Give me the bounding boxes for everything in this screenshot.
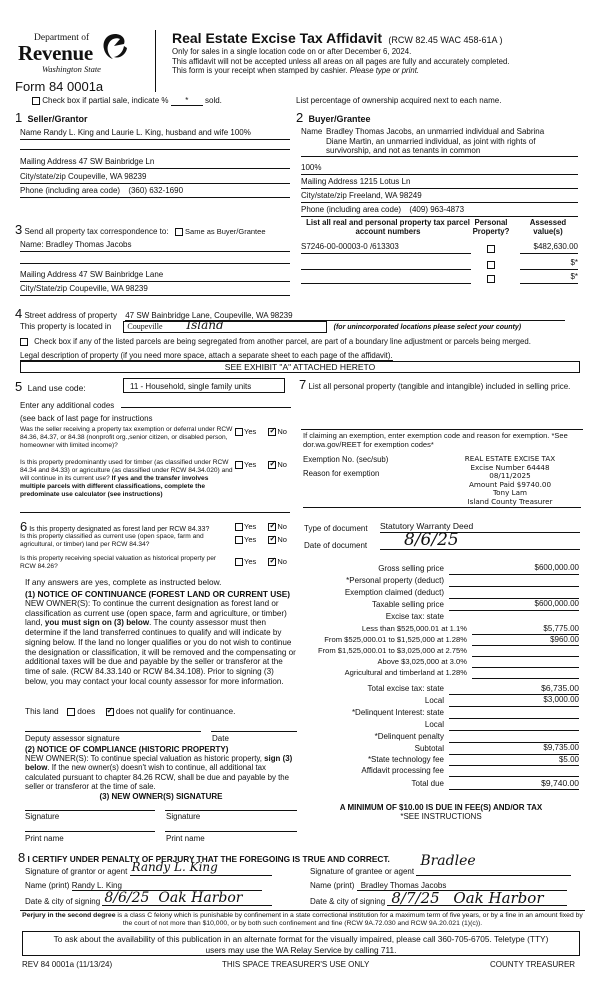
exemption-question-yes-no: Yes ✓ No xyxy=(235,427,287,436)
exemption-no-checkbox[interactable] xyxy=(268,428,276,436)
perjury-notice: Perjury in the second degree is a class C felony which is punishable by confinement in a state correctional institution for a maximum term of five years, or by a fine in an amount fixed by the court of not more than $10,000, or by both such confinement and fine (RCW 9A.72.030 and RCW 9A.20.021 (1)(c)). xyxy=(20,910,585,928)
revision-label: REV 84 0001a (11/13/24) xyxy=(22,960,113,969)
print-name-label: Print name xyxy=(25,834,64,843)
segregated-checkbox[interactable] xyxy=(20,338,28,346)
correspondence-line2[interactable] xyxy=(20,258,290,264)
seller-phone-field[interactable]: Phone (including area code) (360) 632-1690 xyxy=(20,186,290,198)
seller-name-field[interactable]: Name Randy L. King and Laurie L. King, husband and wife 100% xyxy=(20,128,290,140)
reason-field[interactable] xyxy=(303,506,581,508)
tax-row: From $1,525,000.01 to $3,025,000 at 2.75% xyxy=(297,646,582,657)
buyer-mailing-field[interactable]: Mailing Address 1215 Lotus Ln xyxy=(301,177,578,189)
tax-row: Subtotal $9,735.00 xyxy=(414,743,579,753)
grantor-date-row: Date & city of signing 8/6/25 Oak Harbor xyxy=(25,895,285,906)
grantee-signature-row: Signature of grantee or agent Bradlee xyxy=(310,866,585,876)
legal-description-field[interactable]: SEE EXHIBIT "A" ATTACHED HERETO xyxy=(20,361,580,373)
parcel-row xyxy=(301,258,581,272)
header-notes: Only for sales in a single location code on or after December 6, 2024. This affidavit will not be accepted unless all areas on all pages are fully and accurately completed. This form is your receipt when stamped by cashier. Please type or print. xyxy=(172,47,510,75)
dor-swoosh-logo-icon xyxy=(100,32,130,62)
agricultural-tax-field[interactable] xyxy=(472,668,579,679)
treasurer-stamp: REAL ESTATE EXCISE TAX Excise Number 64448 08/11/2025 Amount Paid $9740.00 Tony Lam Island County Treasurer xyxy=(464,454,556,506)
same-as-buyer-checkbox[interactable] xyxy=(175,228,183,236)
new-owner-signature-title: (3) NEW OWNER(S) SIGNATURE xyxy=(99,792,223,801)
current-use-no-checkbox[interactable] xyxy=(268,536,276,544)
document-type-label: Type of document xyxy=(304,524,368,533)
dor-logo xyxy=(18,32,133,76)
tax-row: Excise tax: state xyxy=(385,612,444,621)
tax-row: Agricultural and timberland at 1.28% xyxy=(297,668,582,679)
correspondence-heading: 3 Send all property tax correspondence to: Same as Buyer/Grantee xyxy=(15,222,266,237)
tax-row: *State technology fee $5.00 xyxy=(367,755,579,764)
logo-sub-text: Washington State xyxy=(42,64,101,74)
accessibility-notice: To ask about the availability of this publication in an alternate format for the visually impaired, please call 360-705-6705. Teletype (TTY) users may use the WA Relay Service by calling 711. xyxy=(22,931,580,956)
document-date-label: Date of document xyxy=(304,541,368,550)
legal-description-label: Legal description of property (if you need more space, attach a separate sheet to each page of the affidavit). xyxy=(20,351,393,360)
grantor-signature-field[interactable]: Randy L. King xyxy=(130,866,272,876)
exemption-no-label: Exemption No. (sec/sub) xyxy=(303,455,389,464)
location-select[interactable]: Coupeville Island xyxy=(123,321,327,333)
tax-row: Taxable selling price $600,000.00 xyxy=(371,599,579,609)
page-title: Real Estate Excise Tax Affidavit (RCW 82.45 WAC 458-61A ) xyxy=(172,30,503,46)
does-not-qualify-checkbox[interactable] xyxy=(106,708,114,716)
tax-row: Total due $9,740.00 xyxy=(411,778,579,788)
form-number: Form 84 0001a xyxy=(15,79,104,94)
tax-row: From $525,000.01 to $1,525,000 at 1.28% $960.00 xyxy=(324,635,579,644)
tax-row: Affidavit processing fee xyxy=(297,766,582,777)
timber-yes-checkbox[interactable] xyxy=(235,461,243,469)
state-technology-fee-field[interactable]: $5.00 xyxy=(449,755,579,766)
current-use-yes-checkbox[interactable] xyxy=(235,536,243,544)
tax-bracket-1-field[interactable]: $5,775.00 xyxy=(472,624,579,635)
tax-row: Less than $525,000.01 at 1.1% $5,775.00 xyxy=(361,624,579,633)
gross-selling-price-field[interactable]: $600,000.00 xyxy=(449,563,579,575)
timber-question: Is this property predominantly used for timber (as classified under RCW 84.34 and 84.33) or agriculture (as classified under RCW 84.34.020) and will continue in its current use? If yes and the transfer involves multiple parcels with different classifications, complete the predominate use calculator (see instructions) xyxy=(20,459,233,498)
tax-row: Exemption claimed (deduct) xyxy=(297,587,582,599)
seller-heading: 1 Seller/Grantor xyxy=(15,110,88,125)
tax-row: Gross selling price $600,000.00 xyxy=(378,563,579,573)
signature-label: Signature xyxy=(25,812,60,821)
tax-row: Above $3,025,000 at 3.0% xyxy=(297,657,582,668)
partial-sale-checkbox[interactable] xyxy=(32,97,40,105)
taxable-selling-price-field[interactable]: $600,000.00 xyxy=(449,599,579,611)
forest-question-yes-no: Yes ✓ No xyxy=(235,522,287,531)
print-name-label: Print name xyxy=(166,834,205,843)
delinquent-penalty-field[interactable] xyxy=(449,731,579,743)
personal-property-checkbox[interactable] xyxy=(487,275,495,283)
current-use-question-yes-no: Yes ✓ No xyxy=(235,535,287,544)
affidavit-fee-field[interactable] xyxy=(449,766,579,777)
ownership-note: List percentage of ownership acquired next to each name. xyxy=(296,96,502,105)
parcels-header-parcel: List all real and personal property tax parcel account numbers xyxy=(306,218,470,236)
personal-property-checkbox[interactable] xyxy=(487,261,495,269)
land-use-code-field[interactable]: 11 - Household, single family units xyxy=(123,378,285,393)
historical-yes-checkbox[interactable] xyxy=(235,558,243,566)
continuance-row: This land does ✓ does not qualify for continuance. xyxy=(25,706,235,716)
assessed-value-field[interactable]: $* xyxy=(520,272,578,284)
seller-city-field[interactable]: City/state/zip Coupeville, WA 98239 xyxy=(20,172,290,184)
land-use-divider xyxy=(20,512,290,513)
grantee-name-field[interactable]: Bradley Thomas Jacobs xyxy=(357,881,567,891)
assessor-date-label: Date xyxy=(212,734,229,743)
treasurer-use-label: THIS SPACE TREASURER'S USE ONLY xyxy=(222,960,370,969)
total-excise-state-field[interactable]: $6,735.00 xyxy=(449,683,579,695)
parcels-header-personal: Personal Property? xyxy=(472,218,510,236)
notice2-text: NEW OWNER(S): To continue special valuation as historic property, sign (3) below. If the new owner(s) doesn't wish to continue, all additional tax calculated pursuant to chapter 84.26 RCW, shall be due and payable by the seller or transferor at the time of sale. xyxy=(25,754,293,792)
correspondence-name-field[interactable]: Name: Bradley Thomas Jacobs xyxy=(20,240,290,252)
grantee-signature-field[interactable]: Bradlee xyxy=(416,866,571,876)
personal-property-field[interactable] xyxy=(301,420,583,430)
parcel-row xyxy=(301,272,581,286)
document-type-field[interactable]: Statutory Warranty Deed xyxy=(380,521,580,533)
forest-yes-checkbox[interactable] xyxy=(235,523,243,531)
tax-bracket-2-field[interactable]: $960.00 xyxy=(472,635,579,646)
if-yes-note: If any answers are yes, complete as instructed below. xyxy=(25,577,222,587)
new-owner-print-name-1[interactable] xyxy=(25,824,155,832)
new-owner-print-name-2[interactable] xyxy=(165,824,297,832)
grantor-date-city-field[interactable]: 8/6/25 Oak Harbor xyxy=(102,895,272,906)
exemption-note: If claiming an exemption, enter exemption code and reason for exemption. *See dor.wa.gov/REET for exemption codes* xyxy=(303,431,568,449)
grantee-name-row: Name (print) Bradley Thomas Jacobs xyxy=(310,881,585,891)
timber-no-checkbox[interactable] xyxy=(268,461,276,469)
signature-label: Signature xyxy=(166,812,201,821)
tax-row: *Delinquent penalty xyxy=(297,731,582,743)
total-due-field[interactable]: $9,740.00 xyxy=(449,778,579,790)
total-excise-local-field[interactable]: $3,000.00 xyxy=(449,695,579,707)
parcel-number-field[interactable] xyxy=(301,272,471,284)
does-qualify-checkbox[interactable] xyxy=(67,708,75,716)
forest-question: 6 Is this property designated as forest land per RCW 84.33? xyxy=(20,519,210,534)
land-use-row: 5 Land use code: xyxy=(15,379,86,394)
tax-row: Local $3,000.00 xyxy=(424,695,579,705)
buyer-name-field[interactable]: Name Bradley Thomas Jacobs, an unmarried individual and Sabrina Diane Martin, an unmarried individual, as joint with rights of survivorship, and not as tenants in common xyxy=(301,127,578,157)
logo-main-text: Revenue xyxy=(18,41,93,65)
assessor-date-field[interactable] xyxy=(211,722,297,732)
parcel-number-field[interactable] xyxy=(301,258,471,270)
reason-label: Reason for exemption xyxy=(303,469,380,478)
correspondence-city-field[interactable]: City/State/zip Coupeville, WA 98239 xyxy=(20,284,290,296)
new-owner-signature-2[interactable] xyxy=(165,803,297,811)
grantor-name-field[interactable]: Randy L. King xyxy=(72,881,262,891)
parcel-row xyxy=(301,242,581,256)
assessor-signature-field[interactable] xyxy=(25,722,201,732)
exemption-question: Was the seller receiving a property tax exemption or deferral under RCW 84.36, 84.37, or 84.38 (nonprofit org.,senior citizen, or disabled person, homeowner with limited income)? xyxy=(20,426,233,449)
certify-statement: 8 I CERTIFY UNDER PENALTY OF PERJURY THAT THE FOREGOING IS TRUE AND CORRECT. xyxy=(18,850,390,865)
new-owner-signature-1[interactable] xyxy=(25,803,155,811)
grantee-date-city-field[interactable]: 8/7/25 Oak Harbor xyxy=(387,895,567,906)
partial-sale-percent-field[interactable]: * xyxy=(171,96,203,106)
grantee-date-row: Date & city of signing 8/7/25 Oak Harbor xyxy=(310,895,585,906)
forest-no-checkbox[interactable] xyxy=(268,523,276,531)
historical-no-checkbox[interactable] xyxy=(268,558,276,566)
segregated-row: Check box if any of the listed parcels are being segregated from another parcel, are part of a boundary line adjustment or parcels being merged. xyxy=(20,337,531,346)
personal-property-deduct-field[interactable] xyxy=(449,575,579,587)
assessed-value-field[interactable]: $482,630.00 xyxy=(520,242,578,254)
grantor-name-row: Name (print) Randy L. King xyxy=(25,881,285,891)
parcels-header-assessed: Assessed value(s) xyxy=(529,218,567,236)
personal-property-label: 7 List all personal property (tangible and intangible) included in selling price. xyxy=(299,377,571,392)
buyer-phone-field[interactable]: Phone (including area code) (409) 963-4873 xyxy=(301,205,578,217)
minimum-due-note: A MINIMUM OF $10.00 IS DUE IN FEE(S) AND/OR TAX xyxy=(339,803,543,812)
additional-codes-field[interactable] xyxy=(121,398,291,408)
header-divider xyxy=(155,30,156,92)
document-date-field[interactable]: 8/6/25 xyxy=(380,536,580,550)
property-street-row: 4 Street address of property 47 SW Bainbridge Lane, Coupeville, WA 98239 xyxy=(15,306,585,321)
delinquent-interest-local-field[interactable] xyxy=(449,719,579,731)
correspondence-mailing-field[interactable]: Mailing Address 47 SW Bainbridge Lane xyxy=(20,270,290,282)
notice1-title: (1) NOTICE OF CONTINUANCE (FOREST LAND OR CURRENT USE) xyxy=(25,589,291,599)
historical-question: Is this property receiving special valuation as historical property per RCW 84.26? xyxy=(20,555,217,570)
logo-top-text: Department of xyxy=(34,33,90,43)
property-location-row: This property is located in Coupeville Island (for unincorporated locations please select your county) xyxy=(20,318,522,332)
notice1-text: NEW OWNER(S): To continue the current designation as forest land or classification as current use (open space, farm and agriculture, or timber) land, you must sign on (3) below. The county assessor must then determine if the land transferred continues to qualify and will indicate by signing below. If the land no longer qualifies or you do not wish to continue the designation or classification, it will be removed and the compensating or additional taxes will be due and payable by the seller or transferor at the time of sale. (RCW 84.33.140 or RCW 84.34.108). Prior to signing (3) below, you may contact your local county assessor for more information. xyxy=(25,599,296,686)
exemption-yes-checkbox[interactable] xyxy=(235,428,243,436)
tax-bracket-3-field[interactable] xyxy=(472,646,579,657)
assessed-value-field[interactable]: $* xyxy=(520,258,578,270)
subtotal-field[interactable]: $9,735.00 xyxy=(449,743,579,755)
notice2-title: (2) NOTICE OF COMPLIANCE (HISTORIC PROPERTY) xyxy=(25,745,229,754)
parcel-number-field[interactable]: S7246-00-00003-0 /613303 xyxy=(301,242,471,254)
tax-bracket-4-field[interactable] xyxy=(472,657,579,668)
property-street-field[interactable]: 47 SW Bainbridge Lane, Coupeville, WA 98239 xyxy=(125,311,565,321)
current-use-question: Is this property classified as current use (open space, farm and agricultural, or timber) land per RCW 84.34? xyxy=(20,533,204,548)
tax-row: Local xyxy=(297,719,582,731)
additional-codes-row: Enter any additional codes xyxy=(20,398,291,410)
seller-name-line2[interactable] xyxy=(20,144,290,150)
buyer-percent-field[interactable]: 100% xyxy=(301,163,578,175)
buyer-heading: 2 Buyer/Grantee xyxy=(296,110,371,125)
exemption-deduct-field[interactable] xyxy=(449,587,579,599)
personal-property-checkbox[interactable] xyxy=(487,245,495,253)
delinquent-interest-state-field[interactable] xyxy=(449,707,579,719)
seller-mailing-field[interactable]: Mailing Address 47 SW Bainbridge Ln xyxy=(20,157,290,169)
grantor-signature-row: Signature of grantor or agent Randy L. King xyxy=(25,866,285,876)
historical-question-yes-no: Yes ✓ No xyxy=(235,557,287,566)
county-treasurer-label: COUNTY TREASURER xyxy=(490,960,576,969)
tax-row: *Personal property (deduct) xyxy=(297,575,582,587)
see-instructions-note: *SEE INSTRUCTIONS xyxy=(400,812,482,821)
buyer-city-field[interactable]: City/state/zip Freeland, WA 98249 xyxy=(301,191,578,203)
assessor-signature-label: Deputy assessor signature xyxy=(25,734,120,743)
partial-sale-row: Check box if partial sale, indicate % * sold. xyxy=(32,96,222,106)
land-use-instructions: (see back of last page for instructions xyxy=(20,414,153,423)
tax-row: *Delinquent Interest: state xyxy=(297,707,582,719)
tax-row: Total excise tax: state $6,735.00 xyxy=(367,683,579,693)
timber-question-yes-no: Yes ✓ No xyxy=(235,460,287,469)
